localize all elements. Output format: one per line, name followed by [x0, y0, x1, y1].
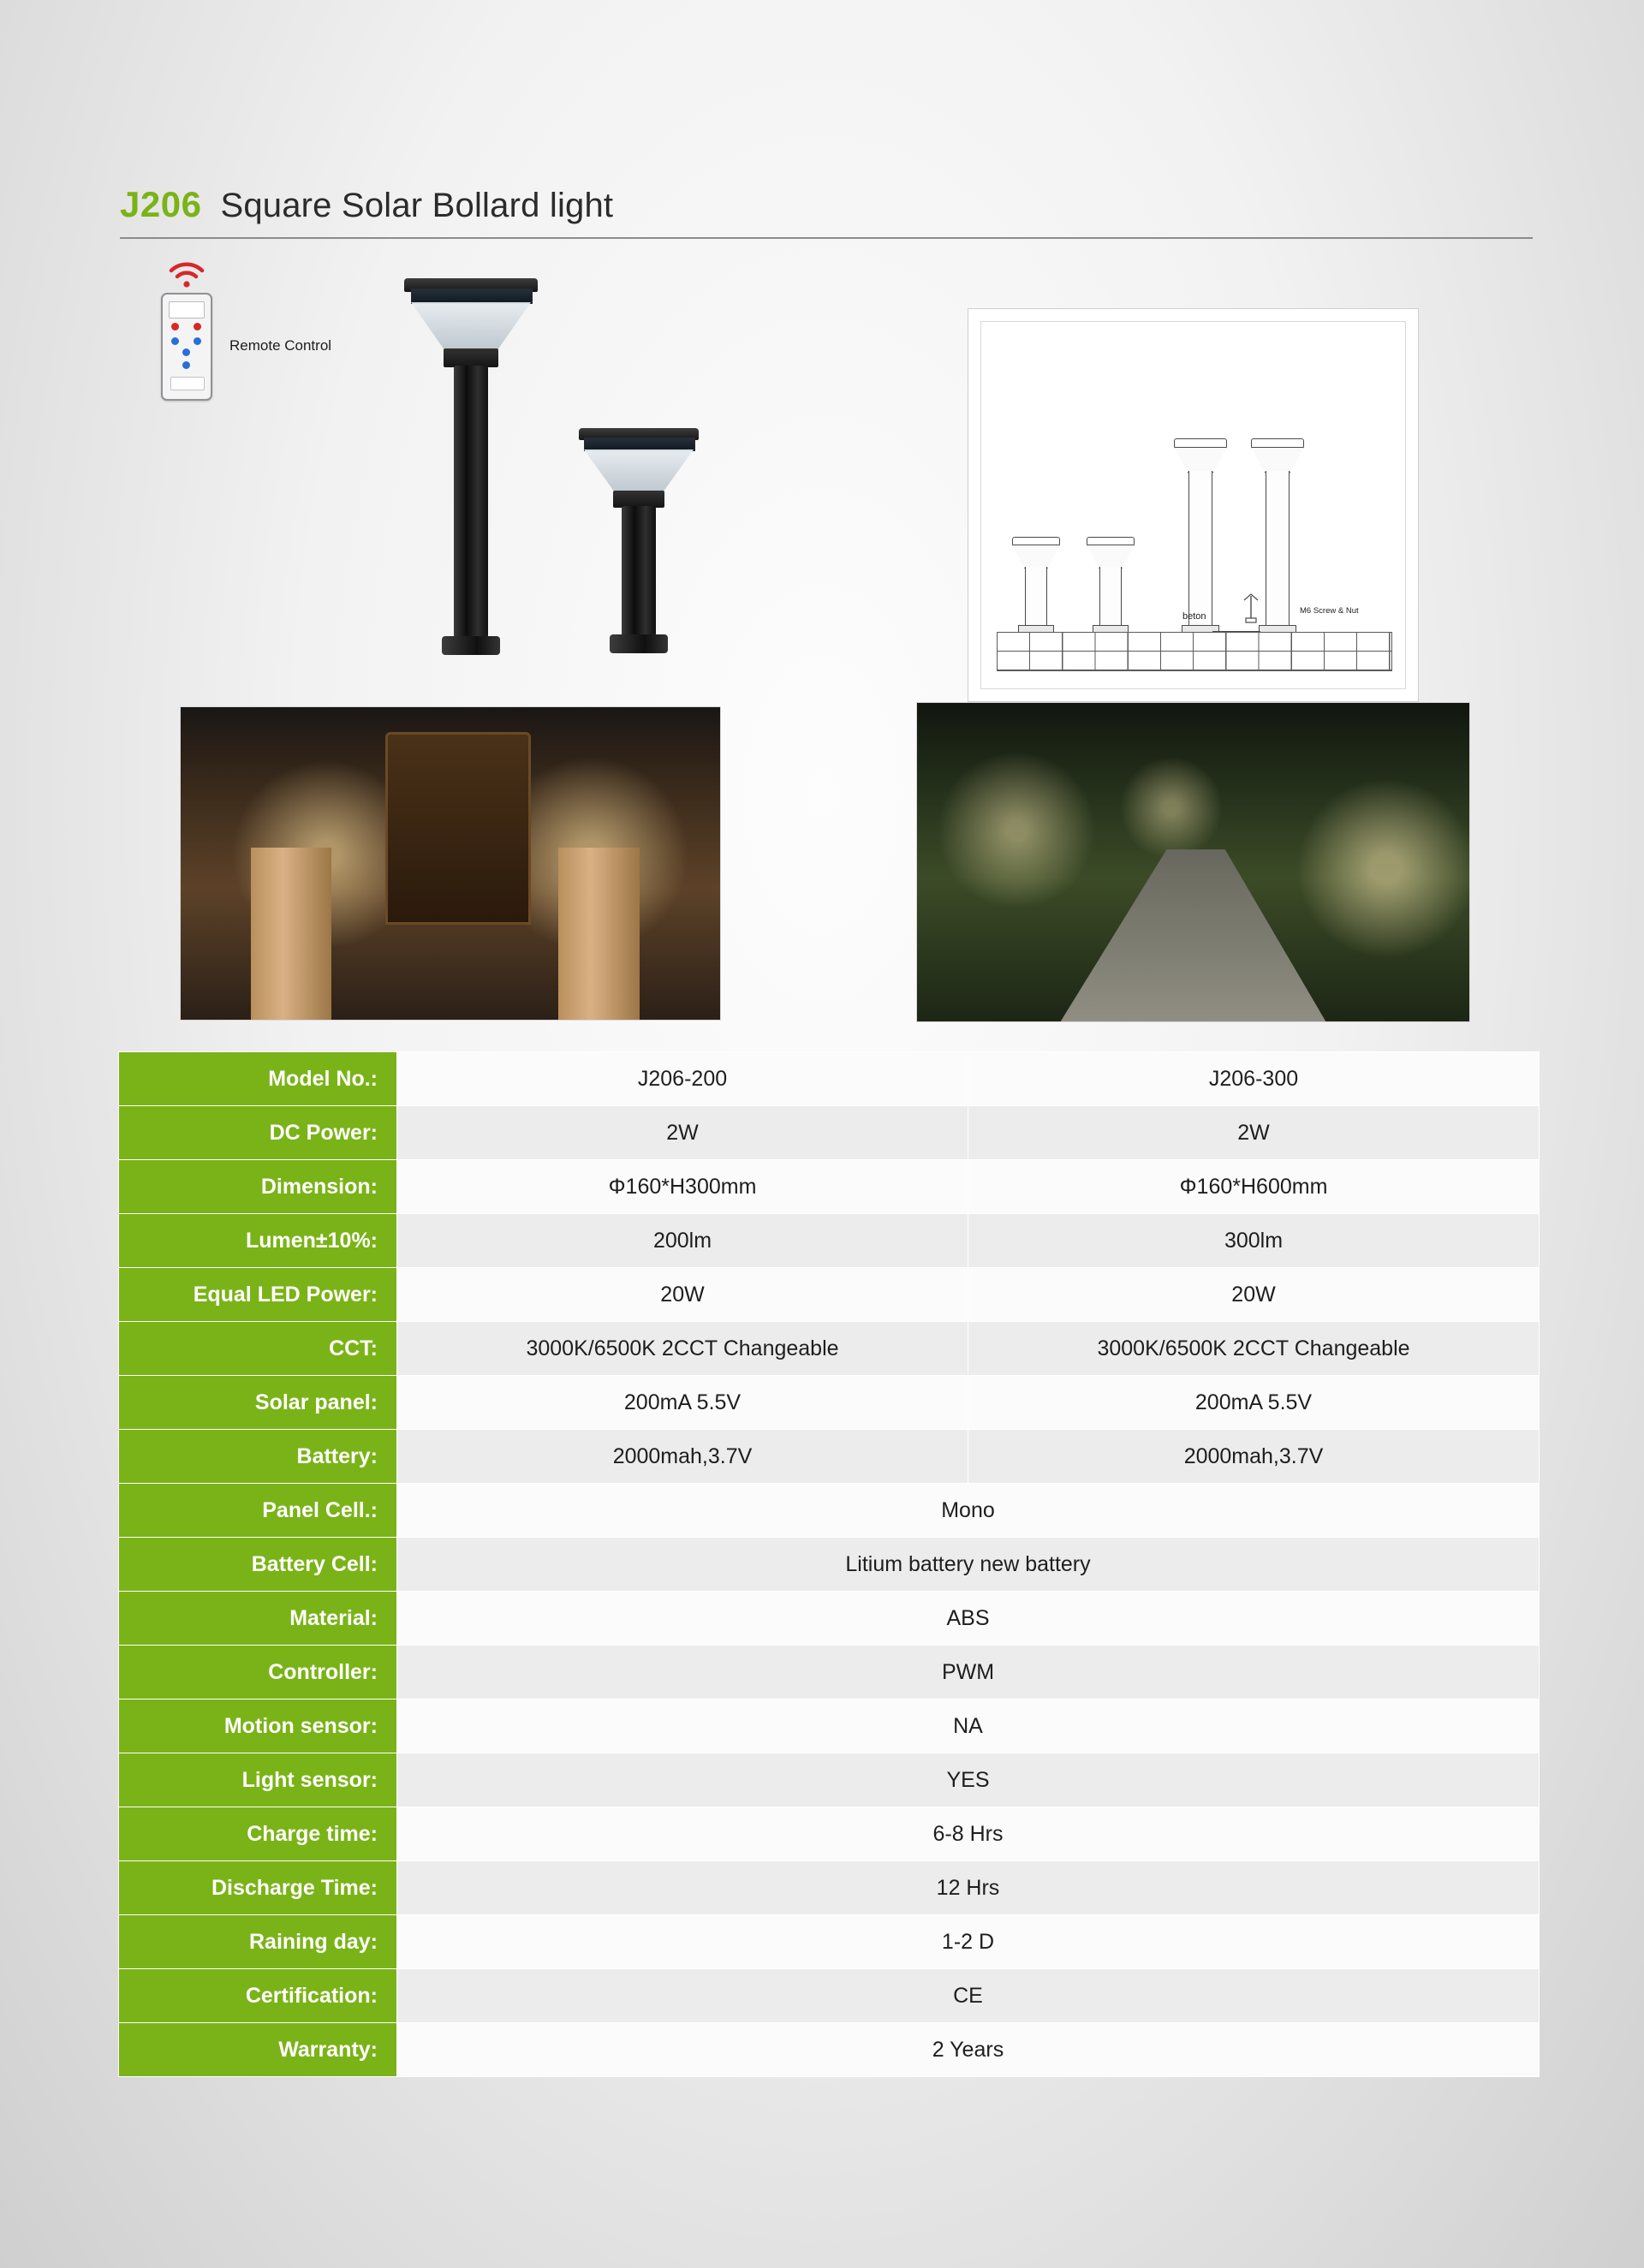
spec-label: Material: — [119, 1592, 397, 1646]
model-code: J206 — [120, 184, 202, 224]
spec-label: Light sensor: — [119, 1753, 397, 1807]
table-row — [119, 1538, 1540, 1592]
remote-button-power-on — [171, 323, 179, 330]
spec-value-model-200: NA — [397, 1700, 1540, 1753]
table-row — [119, 1430, 1540, 1484]
specification-table — [118, 1051, 1540, 2077]
table-row — [119, 1160, 1540, 1214]
diagram-lamp-tall-1 — [1165, 438, 1234, 635]
page-header — [120, 184, 1533, 239]
diagram-label-screw: M6 Screw & Nut — [1300, 606, 1359, 616]
spec-value-model-300: 2000mah,3.7V — [968, 1430, 1540, 1484]
spec-value-model-300: 300lm — [968, 1214, 1540, 1268]
remote-button-mode-left — [171, 337, 179, 345]
remote-button-mode-right — [194, 337, 201, 345]
table-row — [119, 1214, 1540, 1268]
table-row — [119, 1268, 1540, 1322]
product-photo-bollards — [368, 278, 796, 672]
spec-value-model-200: 6-8 Hrs — [397, 1807, 1540, 1861]
spec-label: Dimension: — [119, 1160, 397, 1214]
spec-value-model-200: 1-2 D — [397, 1915, 1540, 1969]
diagram-lamp-short-2 — [1080, 537, 1140, 635]
spec-value-model-200: 2 Years — [397, 2023, 1540, 2077]
remote-control-label: Remote Control — [229, 337, 332, 354]
spec-value-model-200: CE — [397, 1969, 1540, 2023]
spec-label: Raining day: — [119, 1915, 397, 1969]
specification-table-body — [119, 1052, 1540, 2077]
spec-value-model-200: 2000mah,3.7V — [397, 1430, 968, 1484]
spec-label: Warranty: — [119, 2023, 397, 2077]
diagram-label-beton: beton — [1182, 611, 1206, 622]
remote-bottom-panel — [170, 377, 205, 390]
spec-value-model-200: Φ160*H300mm — [397, 1160, 968, 1214]
table-row — [119, 1861, 1540, 1915]
spec-value-model-200: YES — [397, 1753, 1540, 1807]
application-photo-entrance — [180, 706, 721, 1021]
spec-value-model-200: 3000K/6500K 2CCT Changeable — [397, 1322, 968, 1376]
spec-value-model-200: 200lm — [397, 1214, 968, 1268]
spec-value-model-200: 2W — [397, 1106, 968, 1160]
spec-label: CCT: — [119, 1322, 397, 1376]
spec-label: Discharge Time: — [119, 1861, 397, 1915]
table-row — [119, 2023, 1540, 2077]
spec-label: Equal LED Power: — [119, 1268, 397, 1322]
spec-value-model-200: Mono — [397, 1484, 1540, 1538]
spec-label: Charge time: — [119, 1807, 397, 1861]
header-divider — [120, 237, 1533, 239]
photo-door — [385, 732, 531, 925]
table-row — [119, 1646, 1540, 1700]
bollard-tall — [385, 278, 557, 655]
diagram-lamp-short-1 — [1005, 537, 1065, 635]
spec-value-model-300: 2W — [968, 1106, 1540, 1160]
remote-button-power-off — [194, 323, 201, 330]
table-row — [119, 1052, 1540, 1106]
spec-label: Solar panel: — [119, 1376, 397, 1430]
spec-value-model-300: 20W — [968, 1268, 1540, 1322]
bollard-short — [563, 428, 718, 655]
photo-pillar-left — [251, 848, 332, 1020]
spec-label: Model No.: — [119, 1052, 397, 1106]
spec-value-model-200: PWM — [397, 1646, 1540, 1700]
table-row — [119, 1915, 1540, 1969]
spec-value-model-200: 12 Hrs — [397, 1861, 1540, 1915]
table-row — [119, 1322, 1540, 1376]
table-row — [119, 1592, 1540, 1646]
spec-value-model-200: 200mA 5.5V — [397, 1376, 968, 1430]
spec-value-model-300: J206-300 — [968, 1052, 1540, 1106]
spec-value-model-200: ABS — [397, 1592, 1540, 1646]
table-row — [119, 1106, 1540, 1160]
spec-value-model-200: Litium battery new battery — [397, 1538, 1540, 1592]
spec-value-model-300: 3000K/6500K 2CCT Changeable — [968, 1322, 1540, 1376]
spec-value-model-200: J206-200 — [397, 1052, 968, 1106]
table-row — [119, 1969, 1540, 2023]
photo-pathway — [1061, 849, 1326, 1021]
spec-value-model-300: 200mA 5.5V — [968, 1376, 1540, 1430]
screw-detail-icon — [1236, 592, 1266, 627]
table-row — [119, 1700, 1540, 1753]
spec-label: Lumen±10%: — [119, 1214, 397, 1268]
remote-control-device — [161, 293, 212, 401]
table-row — [119, 1376, 1540, 1430]
table-row — [119, 1753, 1540, 1807]
spec-value-model-200: 20W — [397, 1268, 968, 1322]
wifi-signal-icon — [168, 257, 206, 289]
table-row — [119, 1484, 1540, 1538]
photo-pillar-right — [558, 848, 640, 1020]
spec-label: Battery: — [119, 1430, 397, 1484]
spec-label: DC Power: — [119, 1106, 397, 1160]
table-row — [119, 1807, 1540, 1861]
spec-label: Controller: — [119, 1646, 397, 1700]
spec-label: Battery Cell: — [119, 1538, 397, 1592]
spec-label: Motion sensor: — [119, 1700, 397, 1753]
page-title: Square Solar Bollard light — [220, 187, 614, 224]
installation-diagram — [968, 308, 1419, 702]
spec-label: Certification: — [119, 1969, 397, 2023]
remote-screen — [169, 301, 205, 318]
application-photo-garden-path — [916, 702, 1470, 1022]
remote-button-up — [182, 348, 190, 356]
spec-label: Panel Cell.: — [119, 1484, 397, 1538]
spec-value-model-300: Φ160*H600mm — [968, 1160, 1540, 1214]
diagram-brick-base — [997, 632, 1392, 671]
remote-button-down — [182, 361, 190, 369]
